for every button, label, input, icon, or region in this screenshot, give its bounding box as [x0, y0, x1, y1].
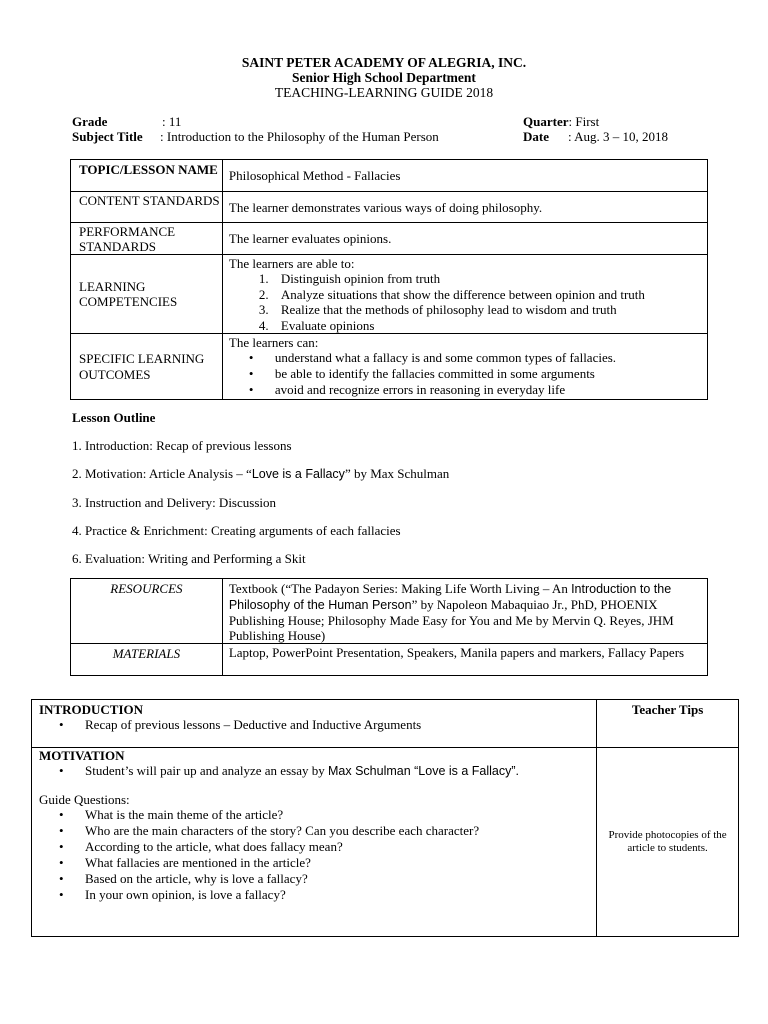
motivation-item: • Student’s will pair up and analyze an essay by Max Schulman “Love is a Fallacy”. [59, 763, 596, 779]
resources-row [71, 579, 708, 644]
performance-standards-label: PERFORMANCE STANDARDS [71, 223, 223, 255]
outline-item: 4. Practice & Enrichment: Creating arguments of each fallacies [72, 523, 401, 538]
quarter-value: : First [568, 114, 600, 129]
introduction-row [32, 700, 739, 748]
outline-item: 3. Instruction and Delivery: Discussion [72, 495, 276, 510]
motivation-title: MOTIVATION [39, 748, 125, 763]
teacher-tip-text: Provide photocopies of the article to students. [597, 748, 739, 937]
grade-label: Grade [72, 114, 108, 129]
motivation-cell [32, 748, 597, 937]
outline-item: 2. Motivation: Article Analysis – “Love is a Fallacy” by Max Schulman [72, 466, 450, 481]
performance-standards-value: The learner evaluates opinions. [222, 223, 707, 255]
materials-label: MATERIALS [71, 644, 223, 676]
teacher-tips-title: Teacher Tips [597, 700, 739, 748]
resources-label: RESOURCES [71, 579, 223, 644]
competency-item: 3. Realize that the methods of philosophy lead to wisdom and truth [258, 302, 617, 317]
subject-label: Subject Title [72, 129, 143, 144]
learning-outcomes-row [71, 334, 708, 400]
outcome-item: • be able to identify the fallacies committed in some arguments [249, 366, 707, 382]
performance-standards-row [71, 223, 708, 255]
competency-item: 4. Evaluate opinions [258, 317, 375, 333]
guide-question: • Based on the article, why is love a fallacy? [59, 871, 596, 887]
learning-competencies-cell [222, 255, 707, 334]
content-standards-value: The learner demonstrates various ways of doing philosophy. [222, 192, 707, 223]
introduction-title: INTRODUCTION [39, 702, 144, 717]
materials-row [71, 644, 708, 676]
resources-value: Textbook (“The Padayon Series: Making Life Worth Living – An Introduction to the Philosophy of the Human Person” by Napoleon Mabaquiao Jr., PhD, PHOENIX Publishing House; Philosophy Made Easy for You and Me by Mervin Q. Reyes, JHM Publishing House) [222, 579, 707, 644]
learning-competencies-row [71, 255, 708, 334]
lesson-outline-title: Lesson Outline [72, 410, 156, 425]
competency-item: 2. Analyze situations that show the difference between opinion and truth [258, 286, 645, 302]
materials-value: Laptop, PowerPoint Presentation, Speakers, Manila papers and markers, Fallacy Papers [222, 644, 707, 676]
content-standards-row [71, 192, 708, 223]
competency-item: 1. Distinguish opinion from truth [258, 271, 441, 286]
guide-title: TEACHING-LEARNING GUIDE 2018 [274, 85, 494, 100]
quarter-label: Quarter [523, 114, 569, 129]
content-standards-label: CONTENT STANDARDS [71, 192, 223, 223]
date-label: Date [523, 129, 549, 144]
learning-outcomes-label: SPECIFIC LEARNING OUTCOMES [71, 334, 223, 400]
motivation-list [39, 763, 596, 779]
outcome-item: • avoid and recognize errors in reasoning in everyday life [249, 382, 707, 398]
quarter-field [523, 114, 599, 130]
introduction-item: • Recap of previous lessons – Deductive and Inductive Arguments [59, 717, 596, 733]
guide-question: • Who are the main characters of the story? Can you describe each character? [59, 823, 596, 839]
guide-questions-title: Guide Questions: [39, 792, 130, 807]
resources-table [70, 578, 708, 676]
lesson-plan-table [31, 699, 739, 937]
learning-competencies-label: LEARNING COMPETENCIES [71, 255, 223, 334]
topic-row [71, 160, 708, 192]
outcomes-list [229, 350, 707, 398]
guide-question: • According to the article, what does fallacy mean? [59, 839, 596, 855]
topic-value: Philosophical Method - Fallacies [222, 160, 707, 192]
topic-label: TOPIC/LESSON NAME [71, 160, 223, 192]
introduction-cell [32, 700, 597, 748]
guide-question: • In your own opinion, is love a fallacy? [59, 887, 596, 903]
date-value: : Aug. 3 – 10, 2018 [568, 129, 669, 144]
competencies-list [229, 271, 707, 333]
subject-value: : Introduction to the Philosophy of the Human Person [160, 129, 439, 144]
outcome-item: • understand what a fallacy is and some common types of fallacies. [249, 350, 707, 366]
learning-outcomes-cell [222, 334, 707, 400]
guide-questions-list [39, 807, 596, 903]
guide-question: • What is the main theme of the article? [59, 807, 596, 823]
competencies-intro: The learners are able to: [228, 256, 355, 271]
outline-item: 6. Evaluation: Writing and Performing a Skit [72, 551, 306, 566]
grade-value: : 11 [162, 114, 182, 129]
lesson-info-table [70, 159, 708, 400]
outcomes-intro: The learners can: [228, 335, 319, 350]
introduction-list [39, 717, 596, 733]
guide-question: • What fallacies are mentioned in the article? [59, 855, 596, 871]
department-name: Senior High School Department [292, 70, 476, 85]
outline-item: 1. Introduction: Recap of previous lessons [72, 438, 292, 453]
school-name: SAINT PETER ACADEMY OF ALEGRIA, INC. [241, 55, 527, 70]
motivation-row [32, 748, 739, 937]
